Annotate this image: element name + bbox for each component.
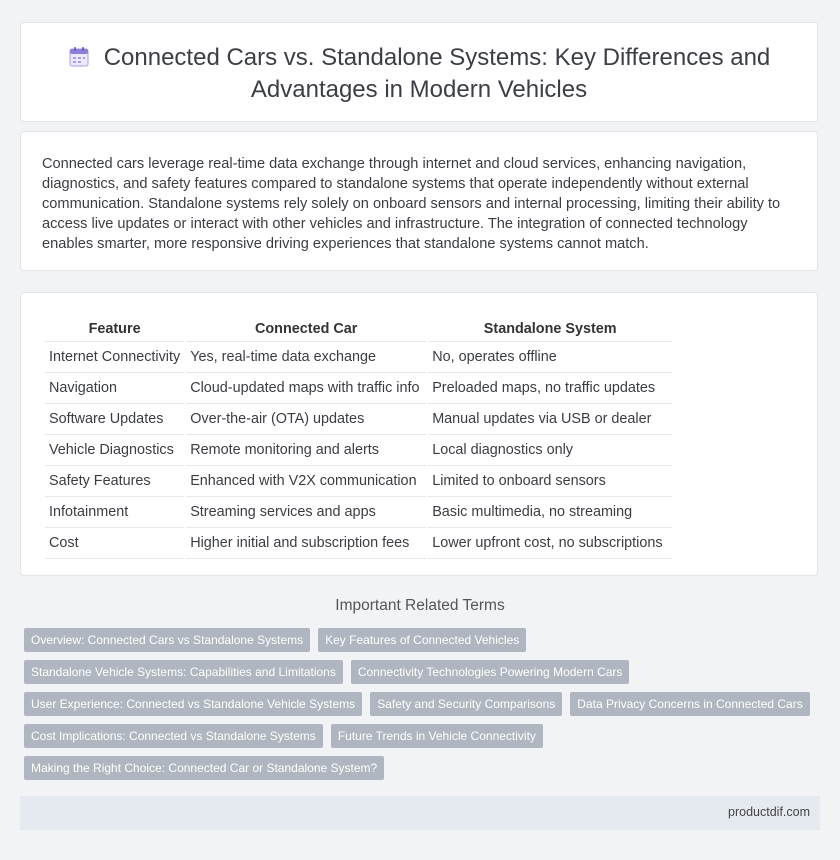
table-cell: Internet Connectivity — [45, 342, 184, 373]
related-term-tag[interactable]: Data Privacy Concerns in Connected Cars — [570, 692, 809, 716]
table-row — [45, 404, 672, 435]
header-feature: Feature — [45, 313, 184, 342]
table-cell: Navigation — [45, 373, 184, 404]
tag-row — [24, 692, 814, 718]
footer — [20, 796, 820, 830]
table-cell: Lower upfront cost, no subscriptions — [428, 528, 672, 559]
intro-paragraph: Connected cars leverage real-time data exchange through internet and cloud services, enhancing navigation, diagnostics, and safety features compared to standalone systems that operate independently without external communication. Standalone systems rely solely on onboard sensors and internal processing, limiting their ability to access live updates or interact with other vehicles and infrastructure. The integration of connected technology enables smarter, more responsive driving experiences that standalone systems cannot match. — [42, 156, 781, 252]
tag-row — [24, 628, 814, 654]
table-cell: Over-the-air (OTA) updates — [186, 404, 426, 435]
table-cell: Remote monitoring and alerts — [186, 435, 426, 466]
table-cell: Manual updates via USB or dealer — [428, 404, 672, 435]
table-cell: Streaming services and apps — [186, 497, 426, 528]
table-row — [45, 435, 672, 466]
calendar-icon — [68, 46, 90, 75]
related-term-tag[interactable]: Overview: Connected Cars vs Standalone Systems — [24, 628, 310, 652]
table-cell: Basic multimedia, no streaming — [428, 497, 672, 528]
table-cell: Software Updates — [45, 404, 184, 435]
table-row — [45, 373, 672, 404]
table-cell: Safety Features — [45, 466, 184, 497]
page-title — [61, 43, 777, 104]
related-terms-heading: Important Related Terms — [335, 597, 505, 614]
related-term-tag[interactable]: Safety and Security Comparisons — [370, 692, 562, 716]
table-header-row — [45, 313, 672, 342]
header-card — [20, 22, 818, 122]
table-cell: Enhanced with V2X communication — [186, 466, 426, 497]
header-standalone-system: Standalone System — [428, 313, 672, 342]
related-term-tag[interactable]: Future Trends in Vehicle Connectivity — [331, 724, 543, 748]
table-cell: Limited to onboard sensors — [428, 466, 672, 497]
related-term-tag[interactable]: Connectivity Technologies Powering Modern Cars — [351, 660, 630, 684]
related-term-tag[interactable]: Key Features of Connected Vehicles — [318, 628, 526, 652]
tag-row — [24, 724, 814, 750]
header-connected-car: Connected Car — [186, 313, 426, 342]
comparison-card — [20, 292, 818, 576]
table-cell: Preloaded maps, no traffic updates — [428, 373, 672, 404]
page-title-text: Connected Cars vs. Standalone Systems: Key Differences and Advantages in Modern Vehicles — [103, 44, 771, 103]
related-term-tag[interactable]: Standalone Vehicle Systems: Capabilities and Limitations — [24, 660, 343, 684]
related-term-tag[interactable]: Cost Implications: Connected vs Standalone Systems — [24, 724, 323, 748]
footer-site-name[interactable]: productdif.com — [728, 805, 810, 819]
related-term-tag[interactable]: User Experience: Connected vs Standalone Vehicle Systems — [24, 692, 362, 716]
intro-card — [20, 131, 818, 271]
table-cell: No, operates offline — [428, 342, 672, 373]
table-row — [45, 497, 672, 528]
table-cell: Cloud-updated maps with traffic info — [186, 373, 426, 404]
table-cell: Infotainment — [45, 497, 184, 528]
table-cell: Vehicle Diagnostics — [45, 435, 184, 466]
related-terms-tags — [24, 628, 814, 788]
table-cell: Yes, real-time data exchange — [186, 342, 426, 373]
table-cell: Cost — [45, 528, 184, 559]
table-row — [45, 342, 672, 373]
table-cell: Local diagnostics only — [428, 435, 672, 466]
comparison-table — [43, 313, 674, 559]
table-row — [45, 528, 672, 559]
tag-row — [24, 756, 814, 782]
related-term-tag[interactable]: Making the Right Choice: Connected Car or Standalone System? — [24, 756, 384, 780]
tag-row — [24, 660, 814, 686]
table-cell: Higher initial and subscription fees — [186, 528, 426, 559]
table-row — [45, 466, 672, 497]
